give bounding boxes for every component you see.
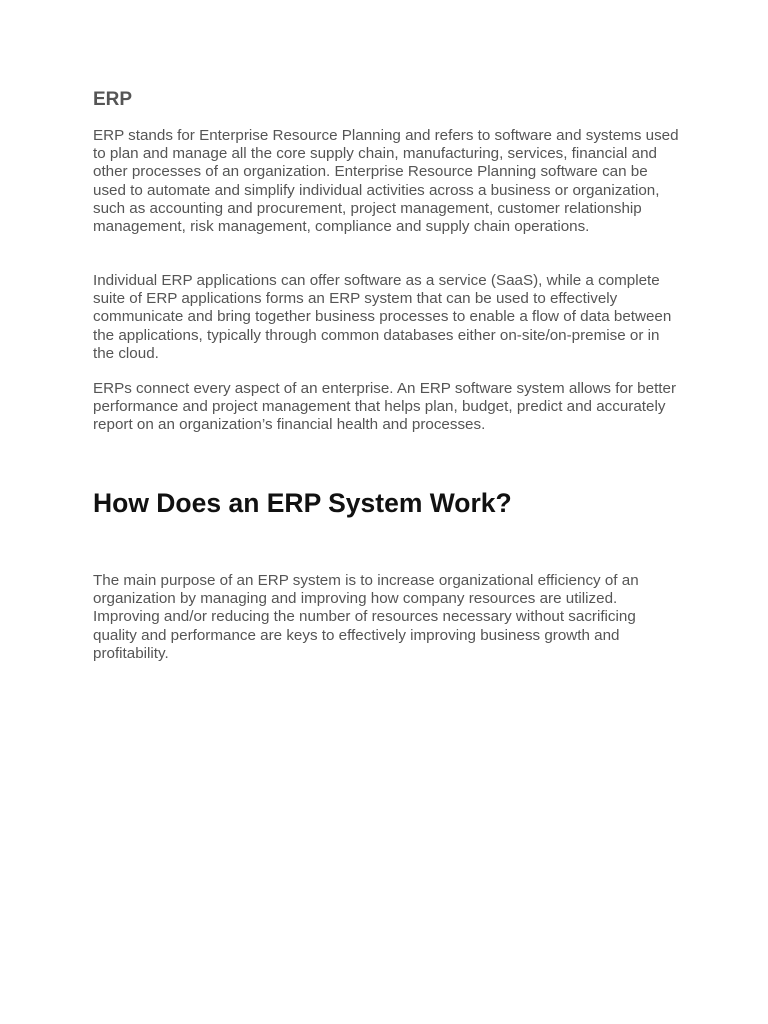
- purpose-paragraph: The main purpose of an ERP system is to increase organizational efficiency of an organization by managing and improving how company resources are utilized. Improving and/or reducing the number of resources necessary without sacrificing quality and performance are keys to effectively improving business growth and profitability.: [93, 572, 639, 662]
- saas-paragraph: Individual ERP applications can offer software as a service (SaaS), while a complete suite of ERP applications forms an ERP system that can be used to effectively communicate and bring together business processes to enable a flow of data between the applications, typically through common databases either on-site/on-premise or in the cloud.: [93, 272, 672, 362]
- erp-heading: ERP: [93, 89, 133, 110]
- connect-paragraph: ERPs connect every aspect of an enterprise. An ERP software system allows for better performance and project management that helps plan, budget, predict and accurately report on an organization’s financial health and processes.: [93, 380, 677, 434]
- how-it-works-heading: How Does an ERP System Work?: [93, 488, 512, 518]
- intro-paragraph: ERP stands for Enterprise Resource Planning and refers to software and systems used to plan and manage all the core supply chain, manufacturing, services, financial and other processes of an organization. Enterprise Resource Planning software can be used to automate and simplify individual activities across a business or organization, such as accounting and procurement, project management, customer relationship management, risk management, compliance and supply chain operations.: [93, 127, 679, 236]
